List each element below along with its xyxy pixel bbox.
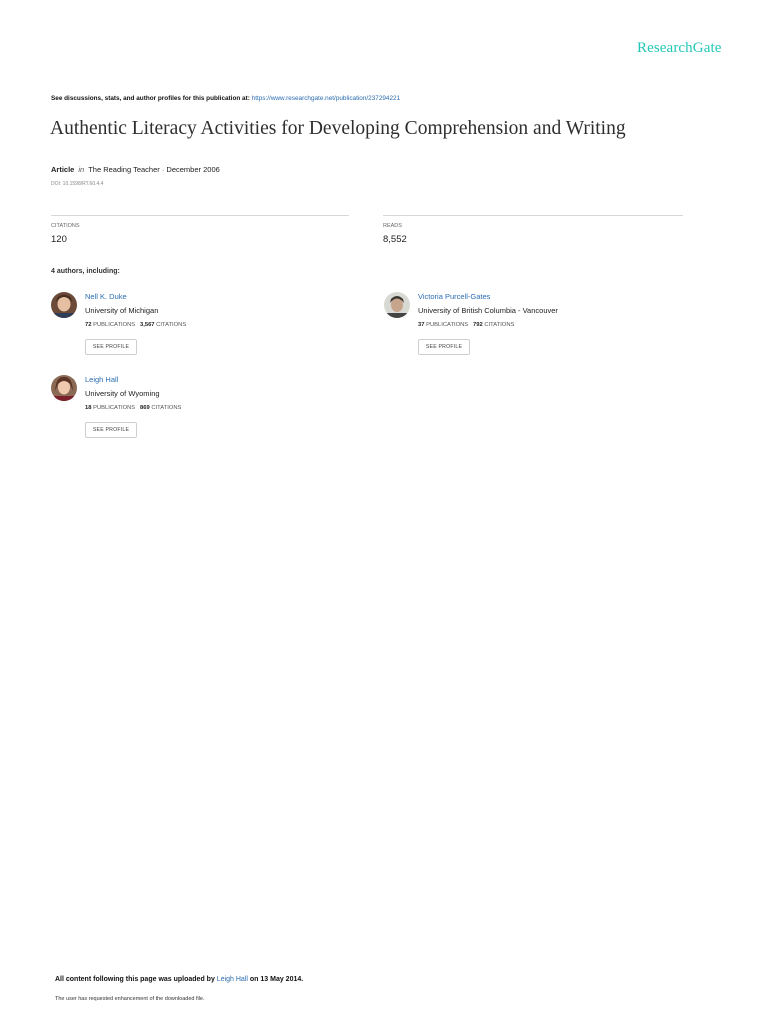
discussion-line — [51, 95, 400, 102]
author-stats — [85, 322, 186, 328]
divider-left — [51, 215, 349, 216]
citations-value: 120 — [51, 234, 67, 245]
discussion-prefix: See discussions, stats, and author profiles for this publication at: — [51, 95, 252, 102]
avatar[interactable] — [384, 292, 410, 318]
uploader-link[interactable]: Leigh Hall — [216, 976, 248, 983]
authors-heading: 4 authors, including: — [51, 268, 120, 275]
author-stats — [85, 405, 181, 411]
publications-label: PUBLICATIONS — [93, 322, 136, 328]
author-name-duke[interactable]: Nell K. Duke — [85, 292, 127, 301]
citations-label: CITATIONS — [151, 405, 182, 411]
article-type: Article — [51, 165, 75, 174]
divider-right — [383, 215, 683, 216]
avatar[interactable] — [51, 375, 77, 401]
citations-label: CITATIONS — [484, 322, 515, 328]
author-institution: University of Michigan — [85, 306, 159, 315]
publication-link[interactable]: https://www.researchgate.net/publication/237294221 — [251, 95, 401, 102]
avatar[interactable] — [51, 292, 77, 318]
upload-note — [55, 976, 303, 983]
citations-count: 792 — [473, 322, 483, 328]
author-name-hall[interactable]: Leigh Hall — [85, 375, 119, 384]
upload-suffix: on 13 May 2014. — [247, 976, 304, 983]
citations-count: 869 — [140, 405, 150, 411]
enhancement-note: The user has requested enhancement of the downloaded file. — [55, 996, 205, 1002]
see-profile-button[interactable]: SEE PROFILE — [85, 422, 137, 438]
journal-date: The Reading Teacher · December 2006 — [88, 165, 220, 174]
see-profile-button[interactable]: SEE PROFILE — [418, 339, 470, 355]
publications-count: 18 — [85, 405, 92, 411]
paper-meta — [51, 165, 220, 174]
author-institution: University of British Columbia - Vancouver — [418, 306, 558, 315]
citations-label: CITATIONS — [156, 322, 187, 328]
researchgate-logo[interactable]: ResearchGate — [637, 40, 722, 56]
paper-title: Authentic Literacy Activities for Developing Comprehension and Writing — [50, 118, 626, 139]
publications-count: 72 — [85, 322, 92, 328]
doi: DOI: 10.1598/RT.60.4.4 — [51, 181, 104, 187]
author-name-purcell-gates[interactable]: Victoria Purcell-Gates — [418, 292, 491, 301]
author-institution: University of Wyoming — [85, 389, 160, 398]
reads-value: 8,552 — [383, 234, 407, 245]
see-profile-button[interactable]: SEE PROFILE — [85, 339, 137, 355]
author-photo-icon — [384, 292, 410, 318]
reads-label: READS — [383, 223, 402, 229]
author-photo-icon — [51, 375, 77, 401]
publications-label: PUBLICATIONS — [93, 405, 136, 411]
citations-label: CITATIONS — [51, 223, 80, 229]
citations-count: 3,567 — [140, 322, 155, 328]
upload-prefix: All content following this page was uploaded by — [55, 976, 217, 983]
author-photo-icon — [51, 292, 77, 318]
in-word: in — [78, 165, 85, 174]
author-stats — [418, 322, 514, 328]
publications-label: PUBLICATIONS — [426, 322, 469, 328]
publications-count: 37 — [418, 322, 425, 328]
